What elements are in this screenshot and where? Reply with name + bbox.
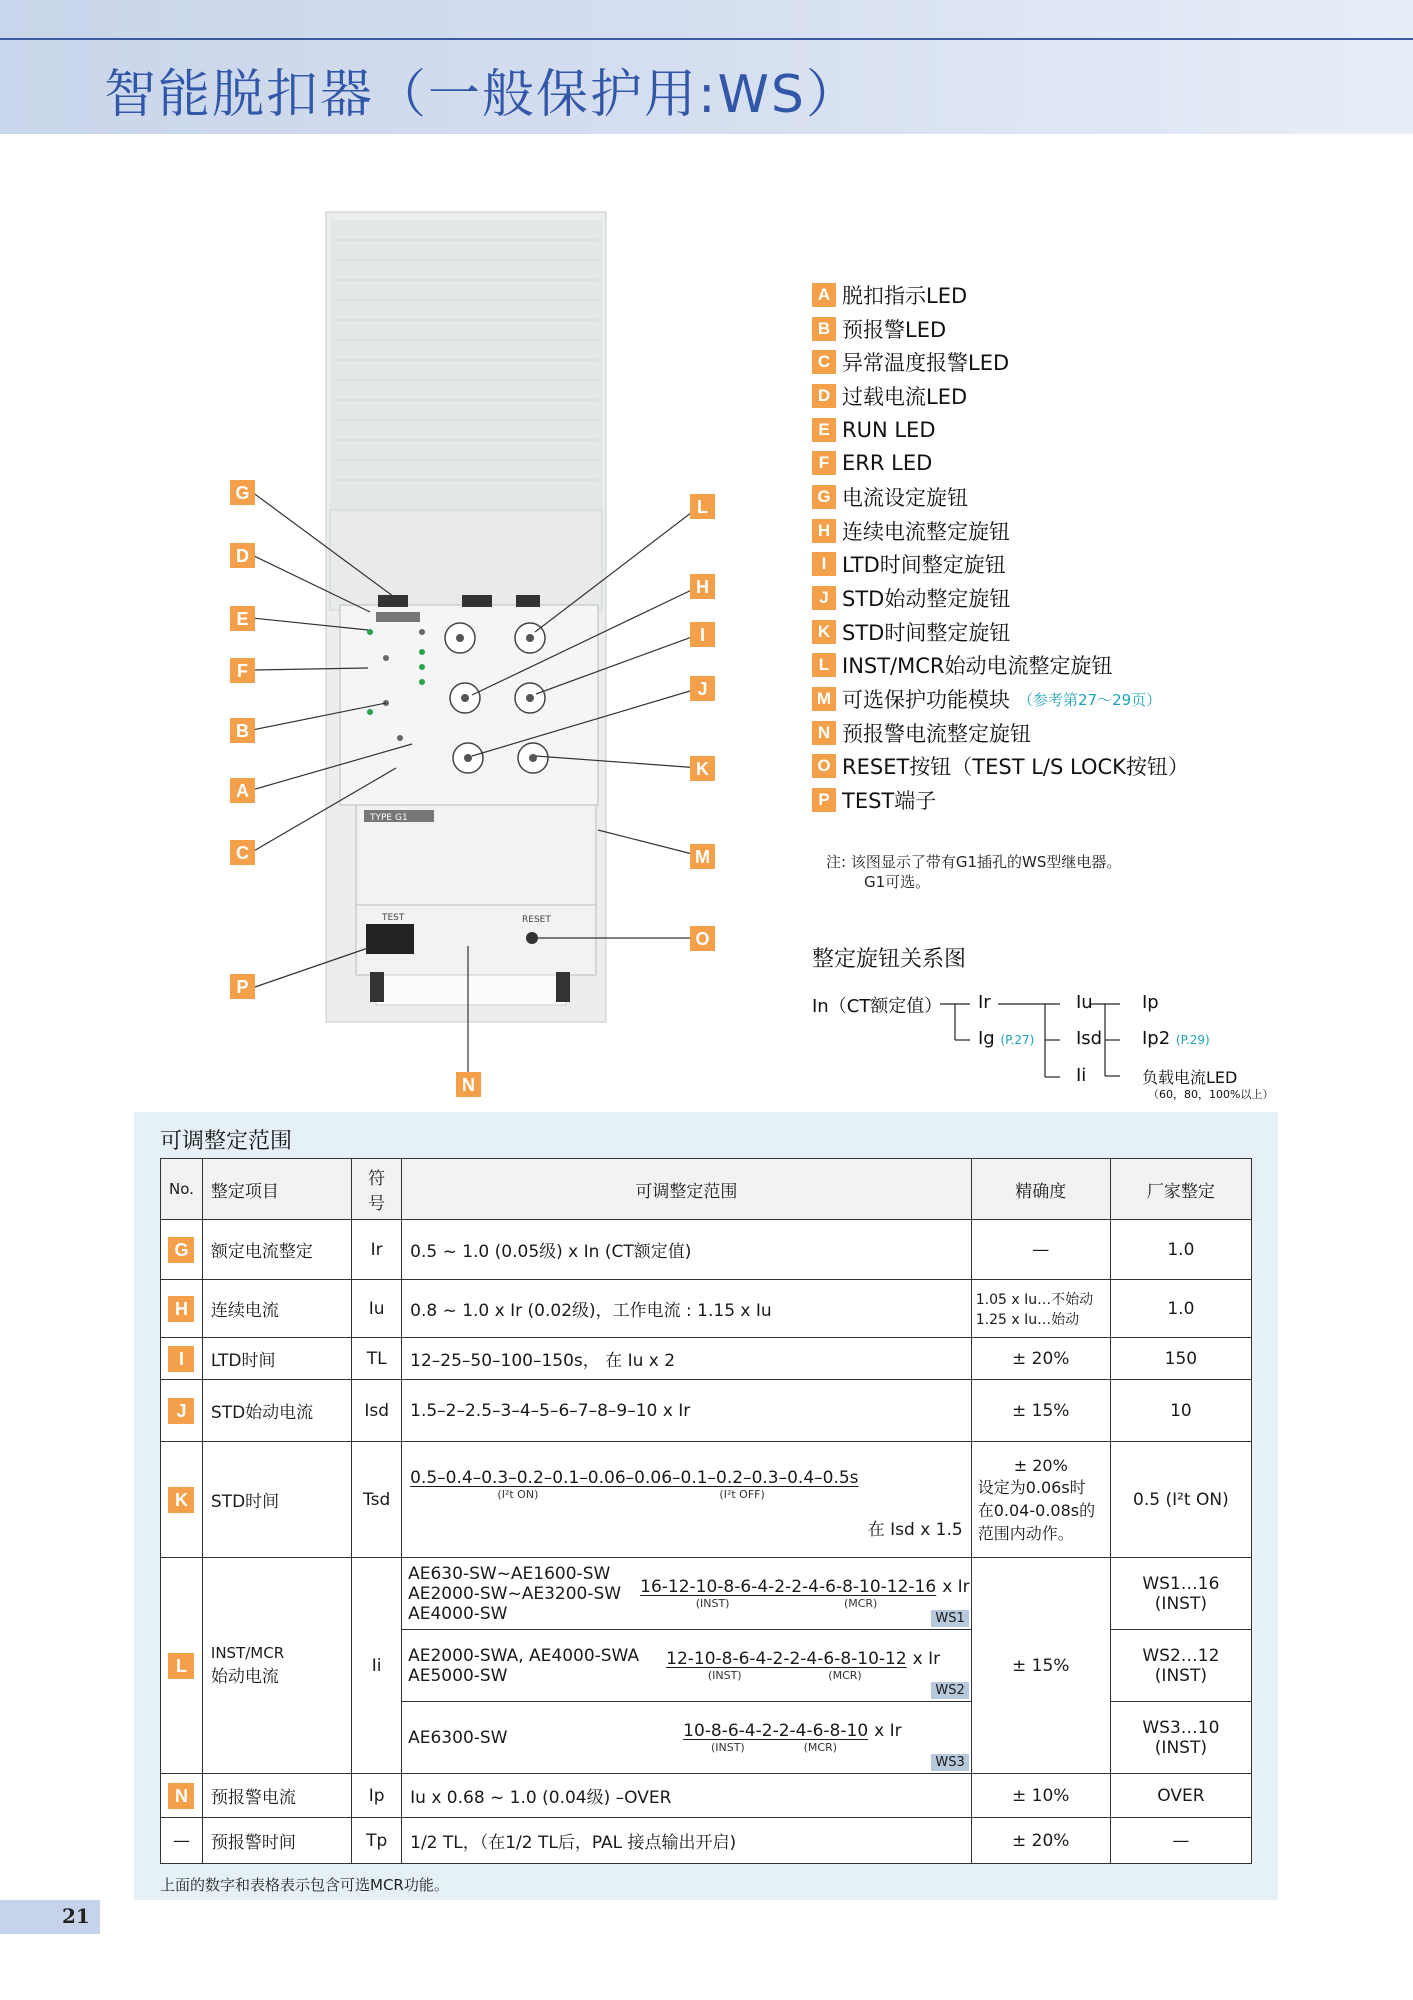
ws1-range	[408, 1564, 971, 1624]
model-line: AE4000-SW	[408, 1603, 508, 1624]
ws3-models	[408, 1728, 683, 1748]
device-label-o: O	[695, 929, 710, 949]
note-line: G1可选。	[864, 873, 931, 891]
ws3-range	[408, 1721, 971, 1754]
item-cell: 预报警电流	[202, 1774, 351, 1818]
range-cell	[402, 1558, 972, 1630]
model-line: AE5000-SW	[408, 1665, 508, 1686]
item-cell: LTD时间	[202, 1338, 351, 1380]
symbol-cell: Ir	[352, 1220, 402, 1280]
letter-badge: D	[812, 384, 836, 408]
symbol-cell: Ip	[352, 1774, 402, 1818]
unit-label: x Ir	[912, 1649, 941, 1669]
accuracy-line: 设定为0.06s时	[977, 1477, 1086, 1497]
legend-text: 异常温度报警LED	[842, 351, 1010, 376]
accuracy-line: 1.05 x Iu…不始动	[975, 1291, 1094, 1308]
symbol-cell: Tsd	[352, 1442, 402, 1558]
factory-cell: WS2…12 (INST)	[1110, 1630, 1251, 1702]
ws2-values	[666, 1649, 940, 1682]
table-row	[161, 1380, 1252, 1442]
letter-badge: K	[168, 1487, 194, 1513]
table-footnote: 上面的数字和表格表示包含可选MCR功能。	[160, 1876, 449, 1894]
row-no-cell	[161, 1338, 203, 1380]
inst-group	[640, 1577, 785, 1610]
std-time-condition: 在 Isd x 1.5	[867, 1519, 963, 1540]
legend-item-a	[812, 278, 1189, 312]
range-cell: 12–25–50–100–150s， 在 Iu x 2	[402, 1338, 972, 1380]
letter-badge: G	[168, 1237, 194, 1263]
accuracy-cell	[971, 1442, 1110, 1558]
letter-badge: G	[812, 485, 836, 509]
legend-item-l	[812, 649, 1189, 683]
letter-badge: J	[168, 1398, 194, 1424]
symbol-cell: TL	[352, 1338, 402, 1380]
letter-badge: F	[812, 451, 836, 475]
table-row	[161, 1338, 1252, 1380]
std-time-on-values: 0.5–0.4–0.3–0.2–0.1–0.06	[410, 1467, 626, 1488]
model-line: AE630-SW~AE1600-SW	[408, 1563, 611, 1584]
inst-group	[683, 1721, 772, 1754]
device-label-m: M	[695, 847, 710, 867]
device-label-e: E	[236, 609, 249, 629]
col-header-no: No.	[161, 1159, 203, 1220]
legend-item-g	[812, 480, 1189, 514]
relation-ig-label: Ig	[978, 1028, 995, 1049]
ws2-range	[408, 1646, 971, 1686]
inst-values: 12-10-8-6-4-2	[666, 1649, 784, 1669]
legend-item-i	[812, 548, 1189, 582]
range-cell: 0.5 ~ 1.0 (0.05级) x In (CT额定值)	[402, 1220, 972, 1280]
table-row	[161, 1442, 1252, 1558]
row-no-cell	[161, 1442, 203, 1558]
legend-text: 连续电流整定旋钮	[842, 519, 1010, 544]
letter-badge: O	[812, 754, 836, 778]
unit-label: x Ir	[874, 1721, 902, 1741]
header-rule	[0, 38, 1413, 40]
mcr-label: (MCR)	[843, 1597, 878, 1610]
legend-text: RESET按钮（TEST L/S LOCK按钮）	[842, 755, 1189, 780]
figure-note	[826, 852, 1121, 892]
letter-badge: P	[812, 788, 836, 812]
ws3-values	[683, 1721, 901, 1754]
item-cell: 连续电流	[202, 1280, 351, 1338]
symbol-cell: Iu	[352, 1280, 402, 1338]
settings-title: 可调整定范围	[160, 1129, 293, 1154]
device-label-g: G	[235, 483, 250, 503]
model-line: AE2000-SWA, AE4000-SWA	[408, 1645, 640, 1666]
relation-ip2-label: Ip2	[1142, 1028, 1171, 1049]
relation-ip2	[1142, 1028, 1210, 1049]
inst-group	[666, 1649, 783, 1682]
model-line: AE2000-SW~AE3200-SW	[408, 1583, 622, 1604]
accuracy-line: ± 20%	[1013, 1455, 1068, 1475]
mcr-values: -2-4-6-8-10-12	[783, 1649, 907, 1669]
range-cell: 1.5–2–2.5–3–4–5–6–7–8–9–10 x Ir	[402, 1380, 972, 1442]
device-label-c: C	[236, 843, 249, 863]
letter-badge: N	[812, 721, 836, 745]
relation-ig	[978, 1028, 1034, 1049]
letter-badge: B	[812, 317, 836, 341]
ws-tag: WS3	[931, 1754, 968, 1771]
inst-label: (INST)	[707, 1669, 742, 1682]
device-label-l: L	[697, 497, 708, 517]
note-line: 注: 该图显示了带有G1插孔的WS型继电器。	[826, 853, 1122, 871]
legend-item-o	[812, 750, 1189, 784]
letter-badge: I	[168, 1346, 194, 1372]
inst-values: 16-12-10-8-6-4-2	[640, 1577, 786, 1597]
letter-badge: A	[812, 283, 836, 307]
range-cell	[402, 1702, 972, 1774]
letter-badge: J	[812, 586, 836, 610]
page-reference: （参考第27〜29页）	[1018, 690, 1162, 709]
inst-label: (INST)	[710, 1741, 745, 1754]
inst-label: (INST)	[695, 1597, 730, 1610]
row-no-cell	[161, 1558, 203, 1774]
item-cell: STD始动电流	[202, 1380, 351, 1442]
col-header-item: 整定项目	[202, 1159, 351, 1220]
symbol-cell: Ii	[352, 1558, 402, 1774]
table-row	[161, 1558, 1252, 1630]
device-label-p: P	[236, 977, 249, 997]
legend-text: 预报警电流整定旋钮	[842, 721, 1031, 746]
letter-badge: I	[812, 552, 836, 576]
ws1-values	[640, 1577, 970, 1610]
mcr-group	[785, 1577, 936, 1610]
factory-cell: OVER	[1110, 1774, 1251, 1818]
letter-badge: L	[812, 653, 836, 677]
accuracy-cell: —	[971, 1220, 1110, 1280]
legend-item-p	[812, 783, 1189, 817]
relation-isd: Isd	[1076, 1028, 1103, 1049]
page-title: 智能脱扣器（一般保护用:WS）	[104, 65, 860, 125]
col-header-range: 可调整定范围	[402, 1159, 972, 1220]
factory-cell: 10	[1110, 1380, 1251, 1442]
legend-item-d	[812, 379, 1189, 413]
reset-label: RESET	[522, 915, 551, 925]
accuracy-line: 1.25 x Iu…始动	[975, 1311, 1080, 1328]
factory-cell: WS1…16 (INST)	[1110, 1558, 1251, 1630]
page-number: 21	[62, 1904, 90, 1928]
legend-text: STD时间整定旋钮	[842, 620, 1011, 645]
device-label-b: B	[236, 721, 249, 741]
table-row	[161, 1280, 1252, 1338]
legend-item-h	[812, 514, 1189, 548]
col-header-accuracy: 精确度	[971, 1159, 1110, 1220]
item-cell: STD时间	[202, 1442, 351, 1558]
factory-cell: 1.0	[1110, 1280, 1251, 1338]
row-no-cell	[161, 1280, 203, 1338]
ws-tag: WS1	[931, 1610, 968, 1627]
row-no-cell	[161, 1380, 203, 1442]
model-line: AE6300-SW	[408, 1727, 508, 1748]
accuracy-line: 在0.04-0.08s的	[977, 1500, 1096, 1520]
letter-badge: K	[812, 620, 836, 644]
row-no-cell	[161, 1220, 203, 1280]
accuracy-line: 范围内动作。	[977, 1523, 1074, 1543]
accuracy-cell: ± 20%	[971, 1338, 1110, 1380]
std-time-on-label: (I²t ON)	[497, 1487, 539, 1501]
range-cell: 0.8 ~ 1.0 x Ir (0.02级)，工作电流 : 1.15 x Iu	[402, 1280, 972, 1338]
settings-table	[160, 1158, 1252, 1864]
factory-cell: 0.5 (I²t ON)	[1110, 1442, 1251, 1558]
item-cell	[202, 1558, 351, 1774]
letter-badge: L	[168, 1653, 194, 1679]
std-time-off-label: (I²t OFF)	[719, 1487, 765, 1501]
letter-badge: N	[168, 1783, 194, 1809]
mcr-values: -2-4-6-8-10	[772, 1721, 869, 1741]
relation-ii: Ii	[1076, 1065, 1087, 1086]
unit-label: x Ir	[942, 1577, 970, 1597]
symbol-cell: Isd	[352, 1380, 402, 1442]
range-cell	[402, 1442, 972, 1558]
col-header-factory: 厂家整定	[1110, 1159, 1251, 1220]
item-line: INST/MCR	[210, 1644, 285, 1662]
mcr-values: -2-4-6-8-10-12-16	[785, 1577, 937, 1597]
table-row	[161, 1220, 1252, 1280]
std-time-on	[410, 1468, 626, 1501]
trip-unit-illustration	[200, 200, 760, 1110]
col-header-symbol: 符号	[352, 1159, 402, 1220]
device-label-n: N	[462, 1075, 475, 1095]
letter-badge: C	[812, 350, 836, 374]
letter-badge: H	[812, 519, 836, 543]
device-label-h: H	[696, 577, 709, 597]
table-row	[161, 1818, 1252, 1864]
ws1-models	[408, 1564, 628, 1624]
relation-iu: Iu	[1076, 992, 1093, 1013]
relation-in: In（CT额定值）	[812, 996, 943, 1017]
item-cell: 预报警时间	[202, 1818, 351, 1864]
device-label-j: J	[697, 679, 708, 699]
symbol-cell: Tp	[352, 1818, 402, 1864]
row-no-cell: —	[161, 1818, 203, 1864]
legend-item-j	[812, 581, 1189, 615]
range-cell: Iu x 0.68 ~ 1.0 (0.04级) –OVER	[402, 1774, 972, 1818]
std-time-off-values: –0.06–0.1–0.2–0.3–0.4–0.5s	[625, 1467, 859, 1488]
legend-text: TEST端子	[842, 789, 937, 814]
legend-text: 脱扣指示LED	[842, 283, 968, 308]
relation-led: 负载电流LED	[1142, 1068, 1238, 1087]
mcr-label: (MCR)	[803, 1741, 838, 1754]
legend-text: LTD时间整定旋钮	[842, 553, 1006, 578]
legend-item-f	[812, 446, 1189, 480]
factory-cell: 150	[1110, 1338, 1251, 1380]
table-header-row	[161, 1159, 1252, 1220]
legend-text: INST/MCR始动电流整定旋钮	[842, 654, 1113, 679]
mcr-label: (MCR)	[828, 1669, 862, 1682]
range-cell	[402, 1630, 972, 1702]
row-no-cell	[161, 1774, 203, 1818]
legend	[812, 278, 1189, 817]
device-label-k: K	[696, 759, 709, 779]
std-time-off	[626, 1468, 859, 1501]
legend-item-n	[812, 716, 1189, 750]
legend-text: 过载电流LED	[842, 384, 968, 409]
legend-text: 预报警LED	[842, 317, 947, 342]
ws-tag: WS2	[931, 1682, 968, 1699]
letter-badge: E	[812, 418, 836, 442]
device-label-a: A	[236, 781, 249, 801]
mcr-group	[773, 1721, 869, 1754]
relation-diagram-title: 整定旋钮关系图	[812, 947, 967, 972]
relation-ip: Ip	[1142, 992, 1159, 1013]
range-cell: 1/2 TL，（在1/2 TL后，PAL 接点输出开启)	[402, 1818, 972, 1864]
accuracy-cell: ± 15%	[971, 1558, 1110, 1774]
relation-led-note: （60，80，100%以上）	[1148, 1088, 1274, 1101]
factory-cell: WS3…10 (INST)	[1110, 1702, 1251, 1774]
letter-badge: M	[812, 687, 836, 711]
std-time-range	[410, 1468, 963, 1501]
legend-text: RUN LED	[842, 417, 936, 442]
legend-item-k	[812, 615, 1189, 649]
device-label-d: D	[236, 546, 249, 566]
mcr-group	[783, 1649, 906, 1682]
legend-text: 可选保护功能模块	[842, 688, 1010, 713]
item-line: 始动电流	[210, 1667, 279, 1687]
accuracy-cell	[971, 1280, 1110, 1338]
relation-ip2-ref: (P.29)	[1175, 1033, 1210, 1047]
table-row	[161, 1774, 1252, 1818]
accuracy-cell: ± 15%	[971, 1380, 1110, 1442]
factory-cell: 1.0	[1110, 1220, 1251, 1280]
legend-text: ERR LED	[842, 451, 933, 476]
legend-text: STD始动整定旋钮	[842, 587, 1011, 612]
device-label-i: I	[699, 625, 706, 645]
legend-item-b	[812, 312, 1189, 346]
legend-item-e	[812, 413, 1189, 447]
device-label-f: F	[237, 661, 248, 681]
legend-text: 电流设定旋钮	[842, 485, 968, 510]
accuracy-cell: ± 10%	[971, 1774, 1110, 1818]
relation-ig-ref: (P.27)	[1000, 1033, 1035, 1047]
module-label: TYPE G1	[370, 813, 408, 823]
factory-cell: —	[1110, 1818, 1251, 1864]
item-cell: 额定电流整定	[202, 1220, 351, 1280]
relation-ir: Ir	[978, 992, 991, 1013]
legend-item-m	[812, 682, 1189, 716]
legend-item-c	[812, 345, 1189, 379]
accuracy-cell: ± 20%	[971, 1818, 1110, 1864]
test-terminal-label: TEST	[382, 913, 405, 923]
inst-values: 10-8-6-4-2	[683, 1721, 773, 1741]
ws2-models	[408, 1646, 658, 1686]
letter-badge: H	[168, 1296, 194, 1322]
